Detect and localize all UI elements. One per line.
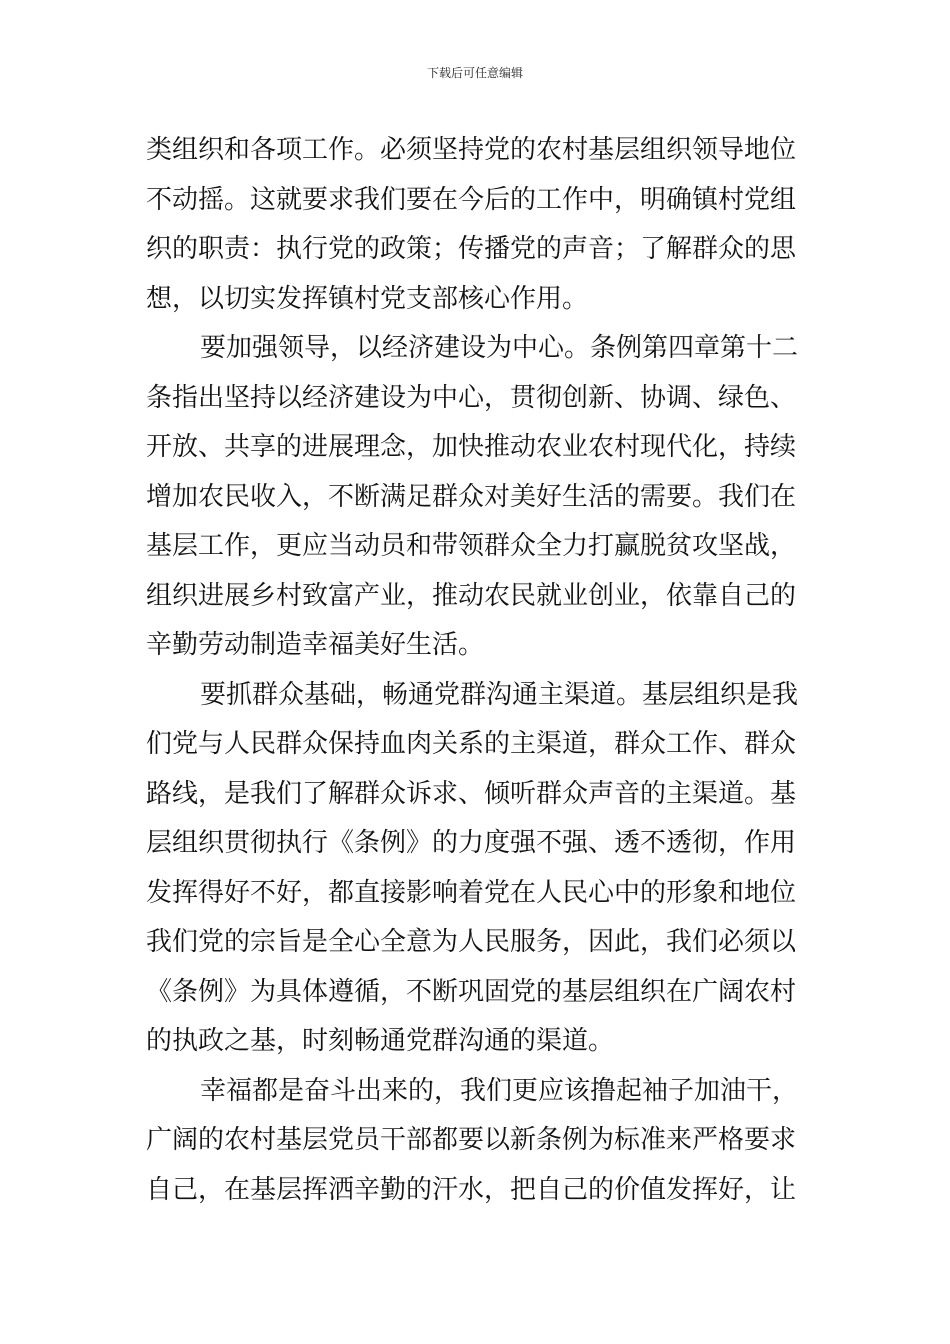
text-line: 织的职责：执行党的政策；传播党的声音；了解群众的思 — [146, 234, 797, 264]
text-line: 条指出坚持以经济建设为中心，贯彻创新、协调、绿色、 — [146, 382, 797, 413]
text-line: 组织进展乡村致富产业，推动农民就业创业，依靠自己的 — [146, 580, 797, 611]
paragraph-first-line: 幸福都是奋斗出来的，我们更应该撸起袖子加油干， — [200, 1075, 799, 1106]
text-line: 层组织贯彻执行《条例》的力度强不强、透不透彻，作用 — [146, 828, 797, 858]
text-line: 们党与人民群众保持血肉关系的主渠道，群众工作、群众 — [146, 729, 797, 759]
text-line: 开放、共享的进展理念，加快推动农业农村现代化，持续 — [146, 432, 797, 462]
text-line: 自己，在基层挥洒辛勤的汗水，把自己的价值发挥好，让 — [146, 1174, 797, 1205]
text-line: 基层工作，更应当动员和带领群众全力打赢脱贫攻坚战， — [146, 531, 797, 561]
text-line: 类组织和各项工作。必须坚持党的农村基层组织领导地位 — [146, 135, 797, 165]
text-line: 不动摇。这就要求我们要在今后的工作中，明确镇村党组 — [146, 184, 797, 215]
paragraph-first-line: 要加强领导，以经济建设为中心。条例第四章第十二 — [200, 333, 799, 363]
document-body — [146, 126, 811, 1215]
text-line: 辛勤劳动制造幸福美好生活。 — [146, 630, 485, 660]
text-line: 发挥得好不好，都直接影响着党在人民心中的形象和地位 — [146, 877, 797, 908]
page-header: 下载后可任意编辑 — [426, 66, 523, 80]
text-line: 我们党的宗旨是全心全意为人民服务，因此，我们必须以 — [146, 927, 797, 957]
text-line: 《条例》为具体遵循，不断巩固党的基层组织在广阔农村 — [146, 976, 797, 1007]
text-line: 想，以切实发挥镇村党支部核心作用。 — [146, 283, 589, 314]
text-line: 广阔的农村基层党员干部都要以新条例为标准来严格要求 — [146, 1125, 797, 1155]
text-line: 路线，是我们了解群众诉求、倾听群众声音的主渠道。基 — [146, 778, 797, 809]
text-line: 的执政之基，时刻畅通党群沟通的渠道。 — [146, 1026, 615, 1056]
paragraph-first-line: 要抓群众基础，畅通党群沟通主渠道。基层组织是我 — [200, 679, 799, 710]
text-line: 增加农民收入，不断满足群众对美好生活的需要。我们在 — [146, 481, 797, 512]
